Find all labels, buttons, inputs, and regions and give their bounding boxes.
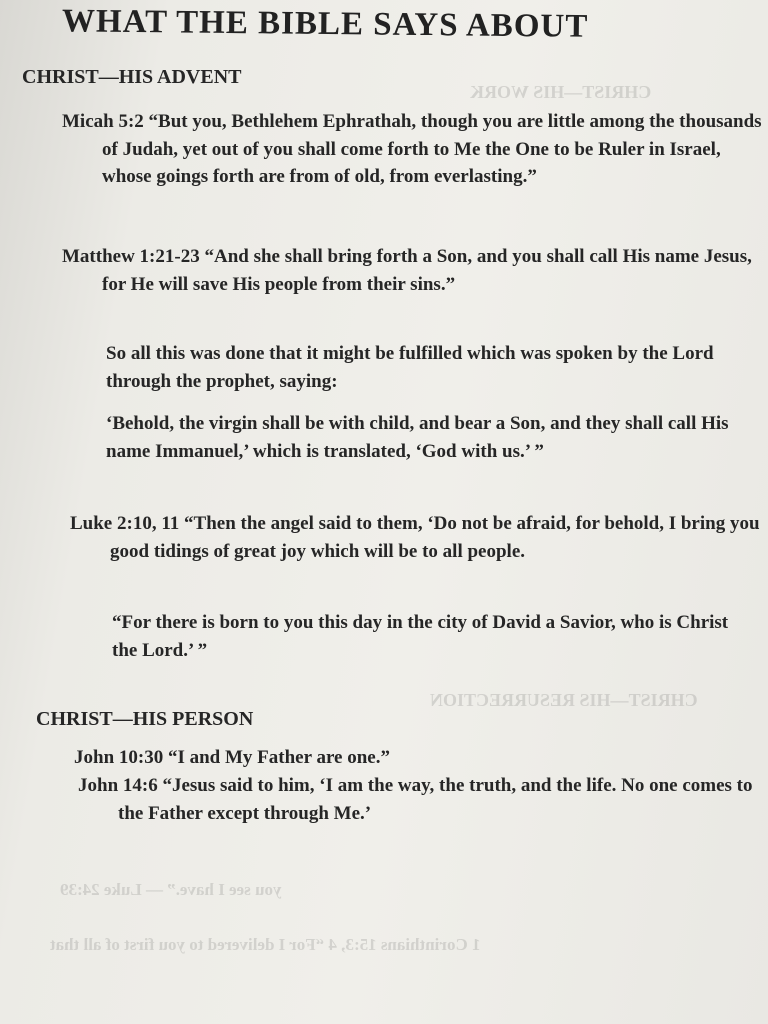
verse-reference: Luke 2:10, 11 (70, 513, 180, 534)
verse-text: “But you, Bethlehem Ephrathah, though you are little among the thousands of Judah, yet out of you shall come forth to Me the One to be Ruler in Israel, whose goings forth are from of old, from everlasting.” (102, 111, 762, 187)
verse-john-14-6 (78, 772, 768, 827)
section-heading-advent: CHRIST—HIS ADVENT (22, 66, 242, 88)
section-heading-person: CHRIST—HIS PERSON (36, 708, 254, 730)
verse-reference: Micah 5:2 (62, 111, 144, 132)
bleed-through-text: CHRIST—HIS WORK (470, 82, 652, 102)
verse-continuation: “For there is born to you this day in the city of David a Savior, who is Christ the Lord.’ ” (112, 612, 729, 661)
verse-continuation: ‘Behold, the virgin shall be with child, and bear a Son, and they shall call His name Immanuel,’ which is translated, ‘God with us.’ ” (106, 413, 729, 462)
verse-matthew-1-21-23 (62, 243, 768, 298)
page-title: WHAT THE BIBLE SAYS ABOUT (61, 3, 589, 45)
verse-reference: Matthew 1:21-23 (62, 246, 200, 267)
verse-reference: John 10:30 (74, 747, 164, 768)
verse-text: “I and My Father are one.” (167, 747, 390, 768)
verse-continuation: So all this was done that it might be fulfilled which was spoken by the Lord through the prophet, saying: (106, 343, 714, 392)
bleed-through-text: CHRIST—HIS RESURRECTION (430, 690, 698, 710)
verse-text: “Jesus said to him, ‘I am the way, the truth, and the life. No one comes to the Father except through Me.’ (118, 775, 753, 824)
verse-micah-5-2 (62, 108, 768, 191)
verse-reference: John 14:6 (78, 775, 158, 796)
verse-luke-2-10-11 (70, 510, 768, 565)
verse-text: “Then the angel said to them, ‘Do not be afraid, for behold, I bring you good tidings of great joy which will be to all people. (110, 513, 760, 562)
bleed-through-text: 1 Corinthians 15:3, 4 “For I delivered to you first of all that (50, 935, 481, 954)
bleed-through-text: you see I have.” — Luke 24:39 (60, 880, 282, 899)
verse-john-10-30 (74, 744, 768, 772)
verse-text: “And she shall bring forth a Son, and you shall call His name Jesus, for He will save His people from their sins.” (102, 246, 752, 295)
